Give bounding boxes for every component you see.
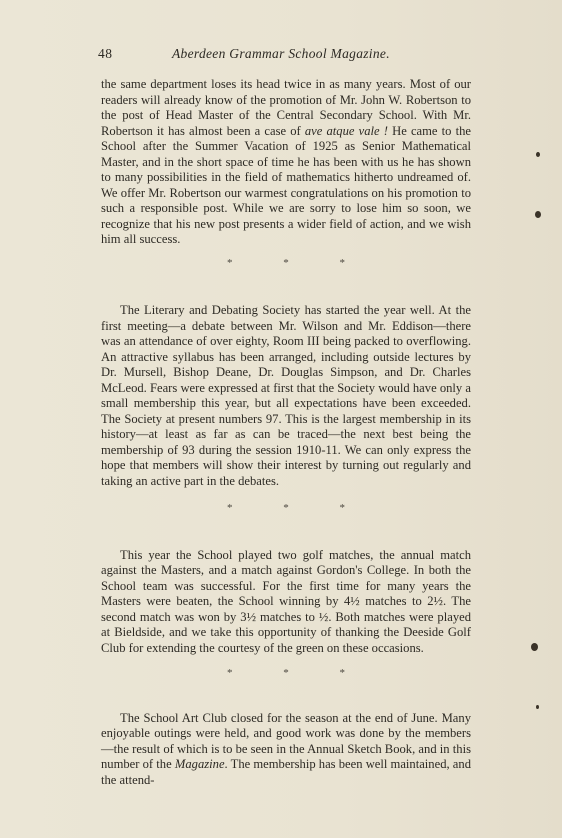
paragraph-golf-matches: This year the School played two golf matches, the annual match against the Masters, and a match against Gordon's College. In both the School team was successful. For the first time for many years the Masters were beaten, the School winning by 4½ matches to 2½. The second match was won by 3½ matches to ½. Both matches were played at Bieldside, and we take this opportunity of thanking the Deeside Golf Club for extending the courtesy of the green on these occasions. — [101, 547, 471, 655]
paper-blemish — [535, 211, 541, 218]
article-body — [101, 77, 471, 788]
paragraph-robertson: the same department loses its head twice in as many years. Most of our readers will already know of the promotion of Mr. John W. Robertson to the post of Head Master of the Central Secondary School. With Mr. Robertson it has almost been a case of ave atque vale ! He came to the School after the Summer Vacation of 1925 as Senior Mathematical Master, and in the short space of time he has been with us he has shown to many possibilities in the field of mathematics hitherto undreamed of. We offer Mr. Robertson our warmest congratulations on his promotion to such a responsible post. While we are sorry to lose him so soon, we recognize that his new post presents a wider field of action, and we wish him all success. — [101, 77, 471, 246]
paragraph-art-club: The School Art Club closed for the season at the end of June. Many enjoyable outings were held, and good work was done by the members—the result of which is to be seen in the Annual Sketch Book, and in this number of the Magazine. The membership has been well maintained, and the attend- — [101, 710, 471, 787]
paper-blemish — [531, 643, 538, 651]
running-title: Aberdeen Grammar School Magazine. — [172, 46, 390, 61]
page-header — [98, 46, 476, 66]
section-separator: * * * — [227, 667, 369, 679]
paper-blemish — [536, 705, 539, 709]
paragraph-debating-society: The Literary and Debating Society has started the year well. At the first meeting—a debate between Mr. Wilson and Mr. Eddison—there was an attendance of over eighty, Room III being packed to overflowing. An attractive syllabus has been arranged, including outside lectures by Dr. Mursell, Bishop Deane, Dr. Douglas Simpson, and Dr. Charles McLeod. Fears were expressed at first that the Society would have only a small membership this year, but all expectations have been exceeded. The Society at present numbers 97. This is the largest membership in its history—at least as far as can be traced—the next best being the membership of 93 during the session 1910-11. We can only express the hope that members will show their interest by turning out regularly and taking an active part in the debates. — [101, 303, 471, 488]
paper-blemish — [536, 152, 540, 157]
page-number: 48 — [98, 46, 113, 61]
section-separator: * * * — [227, 502, 369, 514]
section-separator: * * * — [227, 256, 369, 269]
